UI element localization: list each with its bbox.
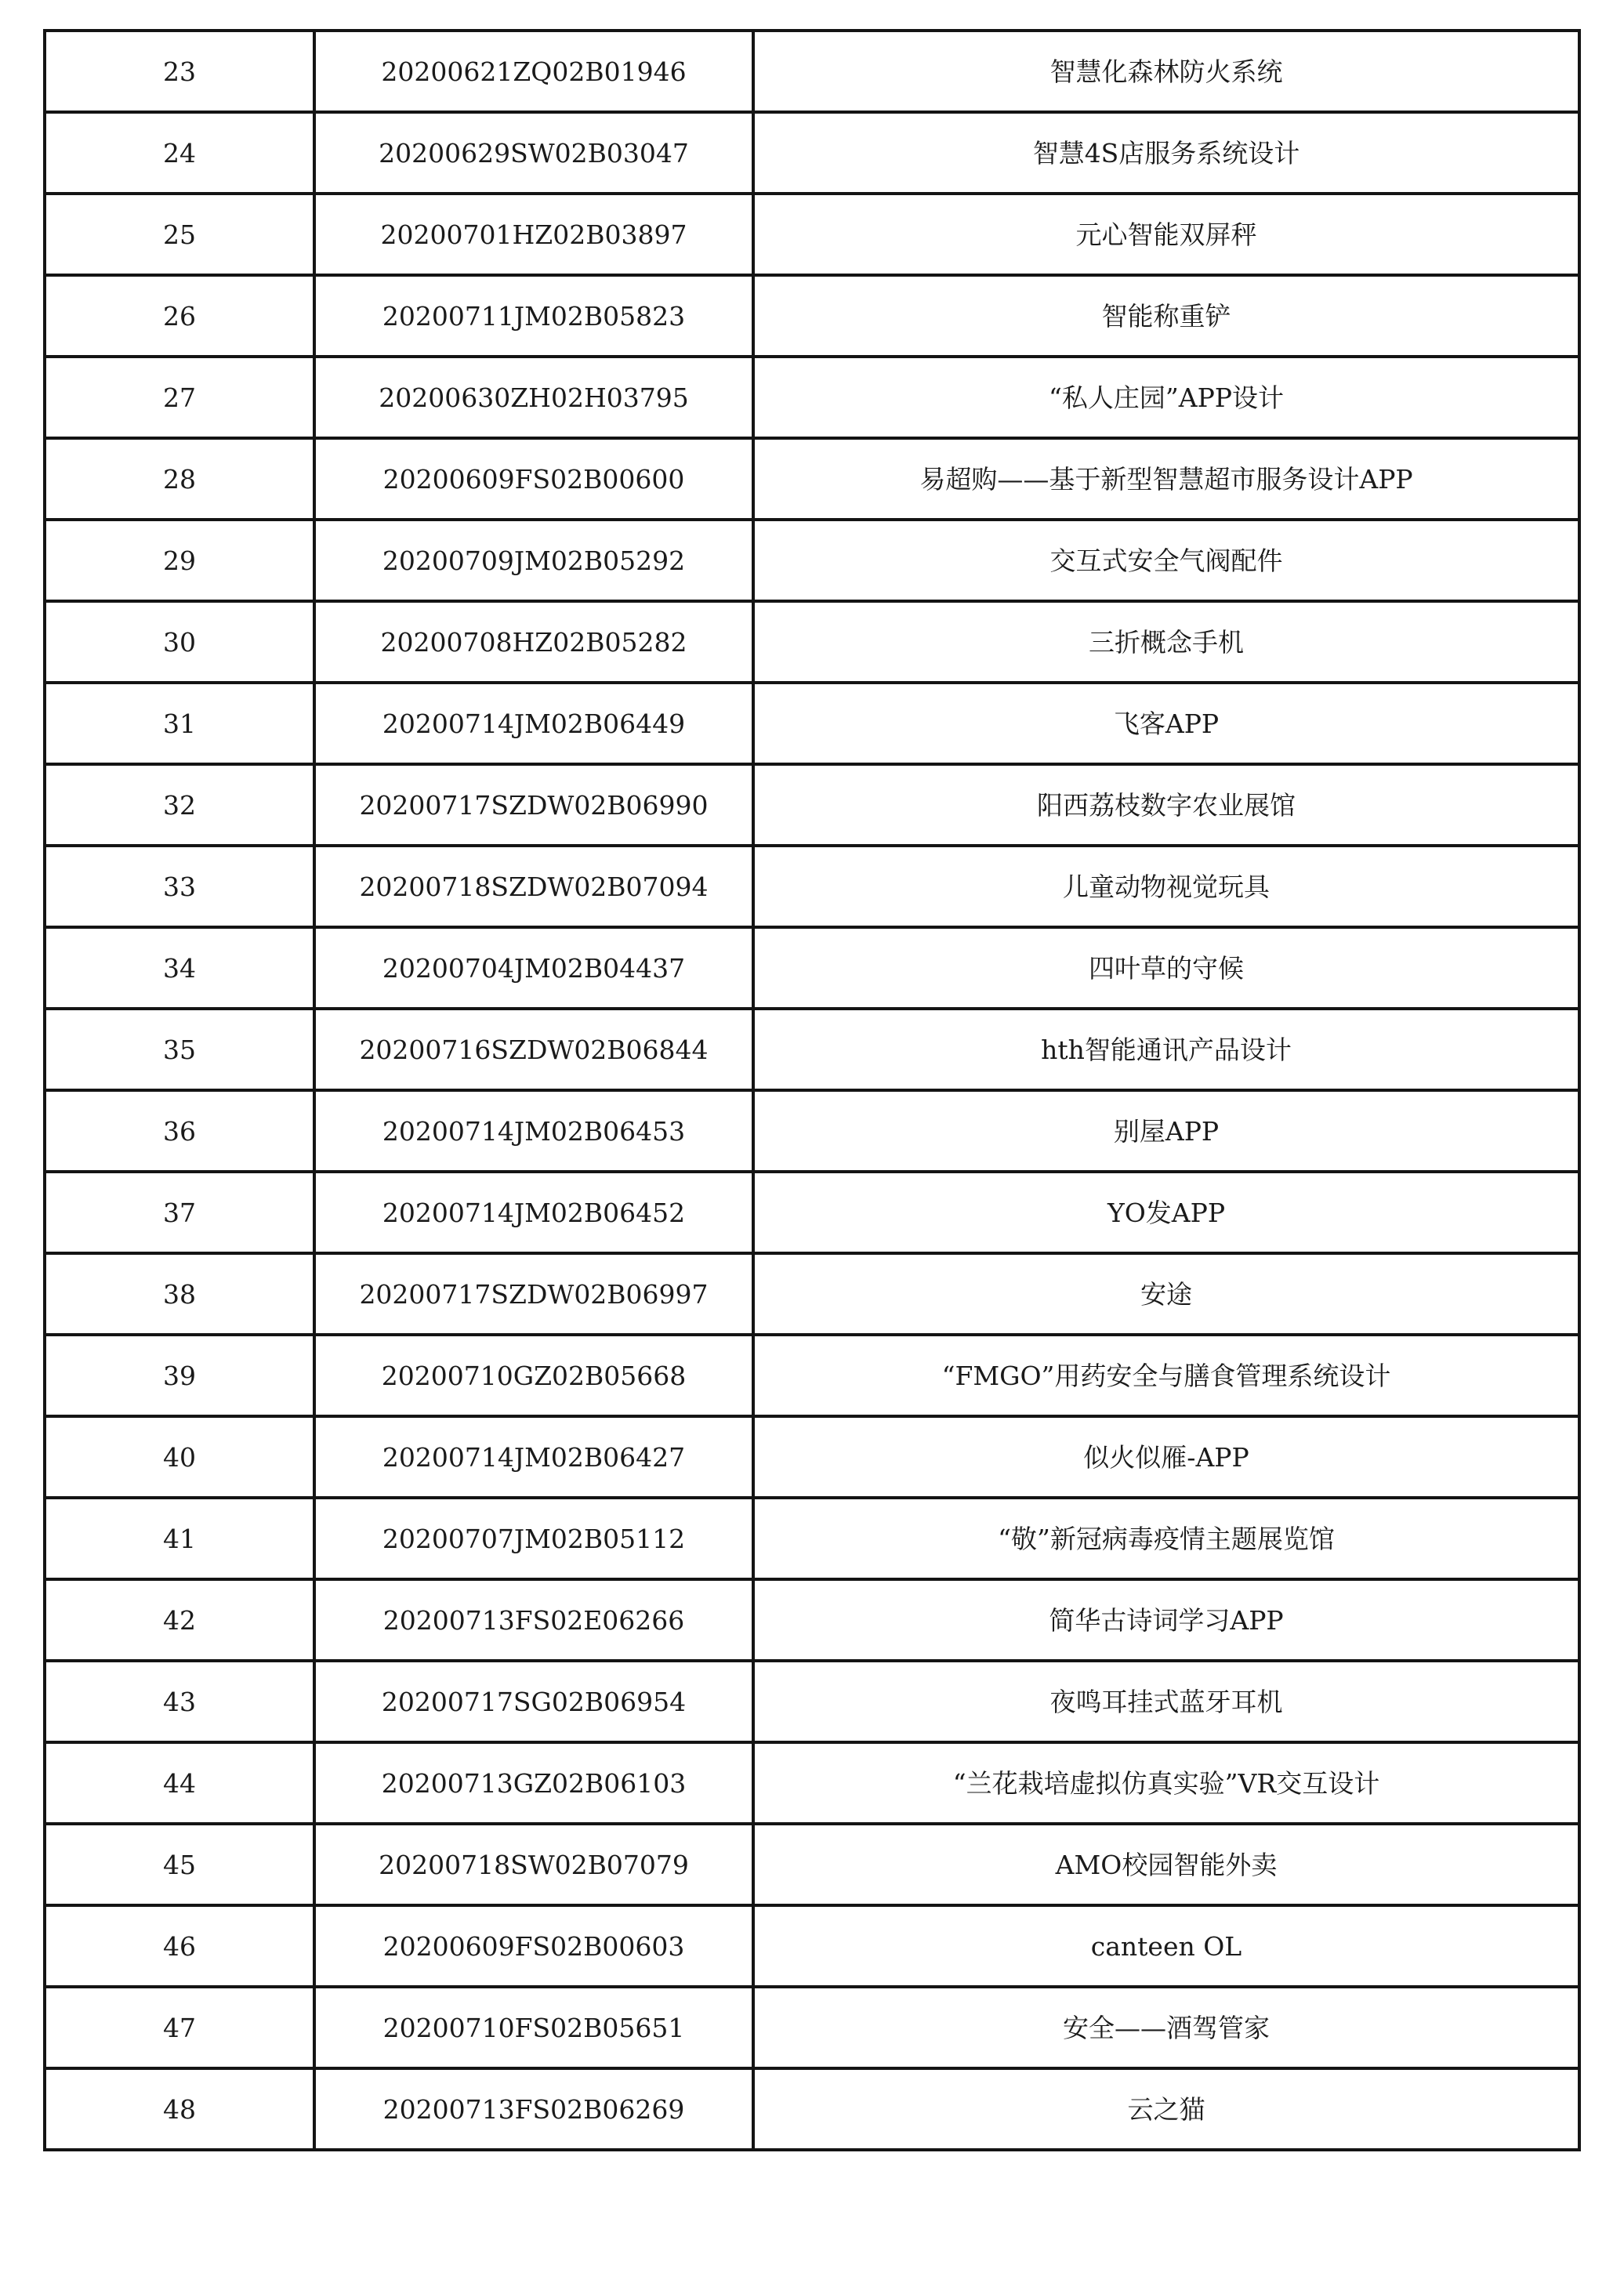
entry-title: 智慧化森林防火系统: [753, 31, 1579, 112]
table-row: [45, 2068, 1579, 2150]
row-number: 42: [45, 1579, 314, 1661]
entry-title: 儿童动物视觉玩具: [753, 846, 1579, 927]
table-row: [45, 520, 1579, 601]
entry-code: 20200717SZDW02B06997: [314, 1253, 753, 1335]
table-row: [45, 1090, 1579, 1172]
entry-title: 智能称重铲: [753, 275, 1579, 357]
table-row: [45, 1009, 1579, 1090]
row-number: 36: [45, 1090, 314, 1172]
row-number: 44: [45, 1742, 314, 1824]
table-row: [45, 601, 1579, 683]
entry-title: hth智能通讯产品设计: [753, 1009, 1579, 1090]
entry-title: 安途: [753, 1253, 1579, 1335]
row-number: 32: [45, 764, 314, 846]
entry-title: 易超购——基于新型智慧超市服务设计APP: [753, 438, 1579, 520]
entry-code: 20200714JM02B06453: [314, 1090, 753, 1172]
table-row: [45, 1579, 1579, 1661]
table-row: [45, 683, 1579, 764]
entry-title: 智慧4S店服务系统设计: [753, 112, 1579, 194]
row-number: 47: [45, 1987, 314, 2068]
entry-code: 20200710FS02B05651: [314, 1987, 753, 2068]
entry-code: 20200708HZ02B05282: [314, 601, 753, 683]
table-row: [45, 1172, 1579, 1253]
entry-title: YO发APP: [753, 1172, 1579, 1253]
row-number: 27: [45, 357, 314, 438]
table-row: [45, 1253, 1579, 1335]
row-number: 35: [45, 1009, 314, 1090]
row-number: 29: [45, 520, 314, 601]
row-number: 39: [45, 1335, 314, 1416]
entry-code: 20200714JM02B06449: [314, 683, 753, 764]
table-row: [45, 1661, 1579, 1742]
entry-title: “敬”新冠病毒疫情主题展览馆: [753, 1498, 1579, 1579]
row-number: 28: [45, 438, 314, 520]
entry-code: 20200717SG02B06954: [314, 1661, 753, 1742]
row-number: 38: [45, 1253, 314, 1335]
entry-code: 20200629SW02B03047: [314, 112, 753, 194]
table-row: [45, 846, 1579, 927]
entry-code: 20200609FS02B00600: [314, 438, 753, 520]
entries-table-body: [45, 31, 1579, 2150]
table-row: [45, 1416, 1579, 1498]
entry-title: 交互式安全气阀配件: [753, 520, 1579, 601]
entry-title: canteen OL: [753, 1905, 1579, 1987]
row-number: 37: [45, 1172, 314, 1253]
row-number: 40: [45, 1416, 314, 1498]
entry-title: 别屋APP: [753, 1090, 1579, 1172]
table-row: [45, 1987, 1579, 2068]
row-number: 46: [45, 1905, 314, 1987]
table-row: [45, 764, 1579, 846]
row-number: 26: [45, 275, 314, 357]
table-row: [45, 1335, 1579, 1416]
entry-code: 20200714JM02B06427: [314, 1416, 753, 1498]
entry-code: 20200718SZDW02B07094: [314, 846, 753, 927]
row-number: 33: [45, 846, 314, 927]
entry-title: 阳西荔枝数字农业展馆: [753, 764, 1579, 846]
table-row: [45, 357, 1579, 438]
table-row: [45, 438, 1579, 520]
table-row: [45, 927, 1579, 1009]
entry-code: 20200710GZ02B05668: [314, 1335, 753, 1416]
table-row: [45, 1905, 1579, 1987]
entry-code: 20200714JM02B06452: [314, 1172, 753, 1253]
document-page: [43, 29, 1578, 2151]
entry-code: 20200609FS02B00603: [314, 1905, 753, 1987]
entry-title: 四叶草的守候: [753, 927, 1579, 1009]
entry-code: 20200630ZH02H03795: [314, 357, 753, 438]
row-number: 41: [45, 1498, 314, 1579]
entry-title: 三折概念手机: [753, 601, 1579, 683]
entry-code: 20200709JM02B05292: [314, 520, 753, 601]
row-number: 48: [45, 2068, 314, 2150]
table-row: [45, 1498, 1579, 1579]
row-number: 23: [45, 31, 314, 112]
entry-title: 夜鸣耳挂式蓝牙耳机: [753, 1661, 1579, 1742]
row-number: 34: [45, 927, 314, 1009]
entries-table: [43, 29, 1581, 2151]
entry-title: 简华古诗词学习APP: [753, 1579, 1579, 1661]
entry-code: 20200707JM02B05112: [314, 1498, 753, 1579]
entry-title: “私人庄园”APP设计: [753, 357, 1579, 438]
entry-code: 20200716SZDW02B06844: [314, 1009, 753, 1090]
entry-title: 安全——酒驾管家: [753, 1987, 1579, 2068]
row-number: 45: [45, 1824, 314, 1905]
entry-code: 20200704JM02B04437: [314, 927, 753, 1009]
entry-title: 云之猫: [753, 2068, 1579, 2150]
entry-code: 20200713FS02B06269: [314, 2068, 753, 2150]
table-row: [45, 31, 1579, 112]
entry-title: 似火似雁-APP: [753, 1416, 1579, 1498]
entry-title: AMO校园智能外卖: [753, 1824, 1579, 1905]
entry-code: 20200713GZ02B06103: [314, 1742, 753, 1824]
entry-code: 20200711JM02B05823: [314, 275, 753, 357]
entry-title: 飞客APP: [753, 683, 1579, 764]
entry-code: 20200718SW02B07079: [314, 1824, 753, 1905]
entry-title: “兰花栽培虚拟仿真实验”VR交互设计: [753, 1742, 1579, 1824]
row-number: 30: [45, 601, 314, 683]
entry-code: 20200701HZ02B03897: [314, 194, 753, 275]
table-row: [45, 275, 1579, 357]
entry-title: 元心智能双屏秤: [753, 194, 1579, 275]
table-row: [45, 194, 1579, 275]
entry-code: 20200717SZDW02B06990: [314, 764, 753, 846]
row-number: 24: [45, 112, 314, 194]
entry-title: “FMGO”用药安全与膳食管理系统设计: [753, 1335, 1579, 1416]
table-row: [45, 112, 1579, 194]
row-number: 43: [45, 1661, 314, 1742]
row-number: 25: [45, 194, 314, 275]
entry-code: 20200621ZQ02B01946: [314, 31, 753, 112]
row-number: 31: [45, 683, 314, 764]
entry-code: 20200713FS02E06266: [314, 1579, 753, 1661]
table-row: [45, 1742, 1579, 1824]
table-row: [45, 1824, 1579, 1905]
